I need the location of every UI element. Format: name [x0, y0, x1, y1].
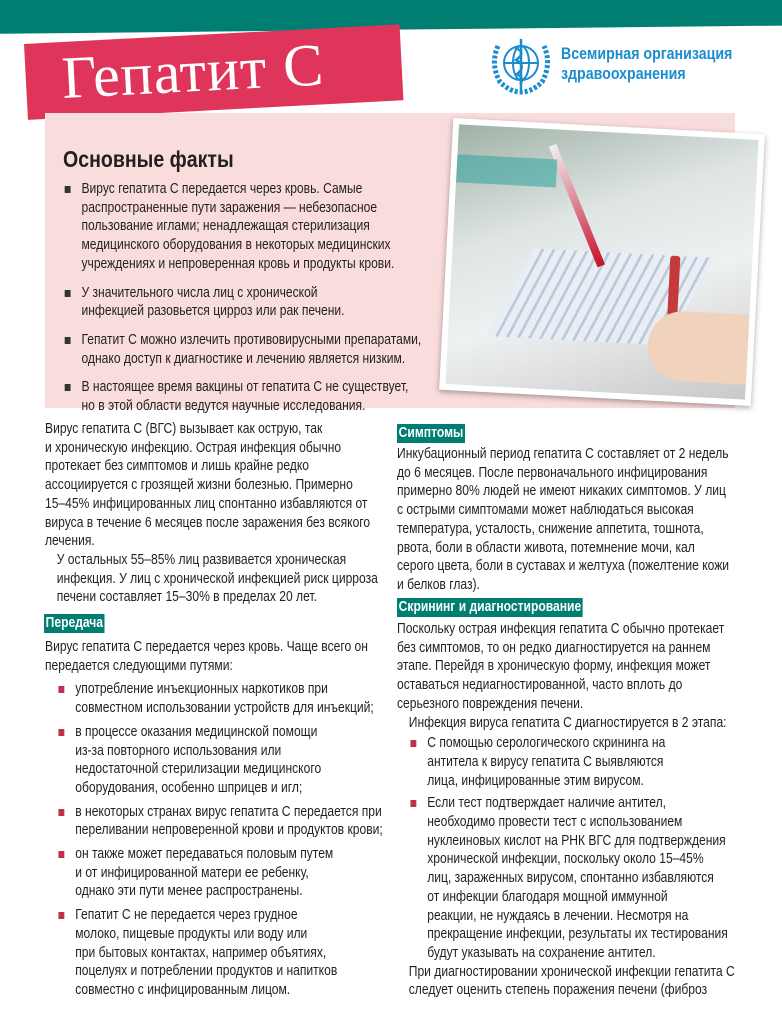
screening-intro [397, 714, 750, 733]
text-line: до 6 месяцев. После первоначального инфицирования [397, 464, 708, 481]
text-line: Вирус гепатита С передается через кровь. Самые [81, 181, 363, 197]
title-banner [24, 24, 403, 120]
text-line: Если тест подтверждает наличие антител, [427, 795, 667, 812]
lab-photo [439, 118, 765, 406]
text-line: совместно с инфицированным лицом. [75, 981, 291, 998]
who-name-line1: Всемирная организация [561, 45, 733, 63]
text-line: Гепатит С можно излечить противовирусными препаратами, [81, 331, 422, 348]
text-line: Вирус гепатита С передается через кровь. Чаще всего он [45, 639, 368, 655]
text-line: температура, усталость, снижение аппетита, тошнота, [397, 520, 704, 537]
screening-item [409, 794, 750, 962]
text-line: В настоящее время вакцины от гепатита С не существует, [81, 379, 409, 396]
text-line: Гепатит С не передается через грудное [75, 907, 298, 924]
text-line: переливании непроверенной крови и продуктов крови; [75, 822, 383, 839]
text-line: серого цвета, боли в суставах и желтуха (пожелтение кожи [397, 558, 730, 575]
screening-section [397, 620, 750, 1000]
text-line: печени составляет 15–30% в пределах 20 лет. [56, 589, 317, 606]
text-line: будут указывать на сохранение антител. [427, 944, 656, 961]
intro-paragraph-1 [45, 420, 398, 551]
text-line: из-за повторного использования или [75, 742, 282, 759]
text-line: С помощью серологического скрининга на [427, 735, 666, 752]
text-line: оставаться недиагностированной, часто вплоть до [397, 677, 683, 694]
text-line: без симптомов, то он редко диагностируется на раннем [397, 639, 711, 656]
text-line: в процессе оказания медицинской помощи [75, 723, 318, 740]
screening-heading: Скрининг и диагностирование [398, 599, 582, 615]
key-facts-list [63, 180, 424, 416]
screening-item [409, 734, 750, 790]
key-fact-item [63, 331, 424, 368]
text-line: прекращение инфекции, результаты их тестирования [427, 926, 728, 943]
text-line: употребление инъекционных наркотиков при [75, 681, 328, 698]
text-line: рвота, боли в области живота, потемнение мочи, кал [397, 539, 695, 556]
text-line: в некоторых странах вирус гепатита С передается при [75, 803, 382, 820]
text-line: Инфекция вируса гепатита С диагностируется в 2 этапа: [408, 714, 727, 731]
who-emblem-icon [486, 34, 556, 96]
text-line: серьезного повреждения печени. [397, 695, 584, 712]
text-line: При диагностировании хронической инфекции гепатита С [408, 963, 735, 980]
text-line: инфекцией разовьется цирроз или рак печени. [81, 303, 345, 320]
text-line: У остальных 55–85% лиц развивается хроническая [56, 551, 347, 568]
text-line: но в этой области ведутся научные исследования. [81, 398, 366, 415]
text-line: нуклеиновых кислот на РНК ВГС для подтверждения [427, 832, 726, 849]
text-line: однако доступ к диагностике и лечению является низким. [81, 350, 406, 367]
text-line: лица, инфицированные этим вирусом. [427, 772, 644, 789]
text-line: протекает без симптомов и лишь крайне редко [45, 458, 309, 475]
symptoms-heading: Симптомы [398, 425, 464, 441]
text-line: антитела к вирусу гепатита С выявляются [427, 753, 664, 770]
text-line: Вирус гепатита С (ВГС) вызывает как острую, так [45, 421, 323, 437]
text-line: пользование иглами; ненадлежащая стерилизация [81, 218, 370, 235]
intro-section [45, 420, 398, 607]
text-line: инфекция. У лиц с хронической инфекцией риск цирроза [56, 570, 378, 587]
text-line: У значительного числа лиц с хронической [81, 284, 318, 301]
text-line: примерно 80% людей не имеют никаких симптомов. У лиц [397, 483, 726, 500]
text-line: хронической инфекции, поскольку около 15–45% [427, 851, 704, 868]
text-line: от инфекции благодаря мощной иммунной [427, 888, 668, 905]
text-line: он также может передаваться половым путем [75, 846, 334, 863]
text-line: лиц, зараженных вирусом, спонтанно избавляются [427, 870, 714, 887]
transmission-item [57, 723, 398, 798]
text-line: 15–45% инфицированных лиц спонтанно избавляются от [45, 495, 368, 512]
text-line: лечения. [45, 533, 95, 550]
text-line: при бытовых контактах, например объятиях, [75, 944, 327, 961]
text-line: оборудования, особенно шприцев и игл; [75, 779, 303, 796]
text-line: совместном использовании устройств для инъекций; [75, 700, 374, 717]
who-name [561, 44, 732, 84]
transmission-item [57, 803, 398, 840]
text-line: ассоциируется с грозящей жизни болезнью. Примерно [45, 477, 353, 494]
transmission-item [57, 906, 398, 1000]
text-line: и белков глаз). [397, 576, 480, 593]
text-line: медицинского оборудования в некоторых медицинских [81, 237, 391, 254]
key-fact-item [63, 284, 424, 321]
text-line: учреждениях и непроверенная кровь и продукты крови. [81, 255, 395, 272]
key-fact-item [63, 180, 424, 274]
text-line: Поскольку острая инфекция гепатита С обычно протекает [397, 621, 725, 637]
text-line: следует оценить степень поражения печени (фиброз [408, 982, 708, 999]
text-line: Инкубационный период гепатита С составляет от 2 недель [397, 446, 729, 462]
intro-paragraph-2 [45, 551, 398, 607]
text-line: с острыми симптомами может наблюдаться высокая [397, 502, 694, 519]
screening-outro [397, 963, 750, 1000]
text-line: передается следующими путями: [45, 657, 233, 674]
key-fact-item [63, 378, 424, 415]
text-line: поцелуях и потреблении продуктов и напитков [75, 963, 338, 980]
transmission-text [45, 638, 398, 675]
transmission-heading: Передача [45, 615, 104, 631]
text-line: молоко, пищевые продукты или воду или [75, 925, 308, 942]
symptoms-text [397, 445, 750, 595]
text-line: распространенные пути заражения — небезопасное [81, 199, 378, 216]
who-name-line2: здравоохранения [561, 65, 686, 83]
text-line: необходимо провести тест с использованием [427, 814, 683, 831]
text-line: и от инфицированной матери ее ребенку, [75, 864, 309, 881]
text-line: и хроническую инфекцию. Острая инфекция обычно [45, 439, 342, 456]
page-title: Гепатит С [60, 31, 326, 112]
text-line: однако эти пути менее распространены. [75, 883, 303, 900]
transmission-section [45, 638, 398, 1000]
screening-text [397, 620, 750, 714]
text-line: этапе. Перейдя в хроническую форму, инфекция может [397, 658, 711, 675]
key-facts-heading: Основные факты [63, 146, 234, 172]
transmission-item [57, 845, 398, 901]
text-line: реакции, не нуждаясь в лечении. Несмотря на [427, 907, 689, 924]
transmission-item [57, 680, 398, 717]
text-line: недостаточной стерилизации медицинского [75, 761, 322, 778]
text-line: вируса в течение 6 месяцев после заражения без всякого [45, 514, 371, 531]
